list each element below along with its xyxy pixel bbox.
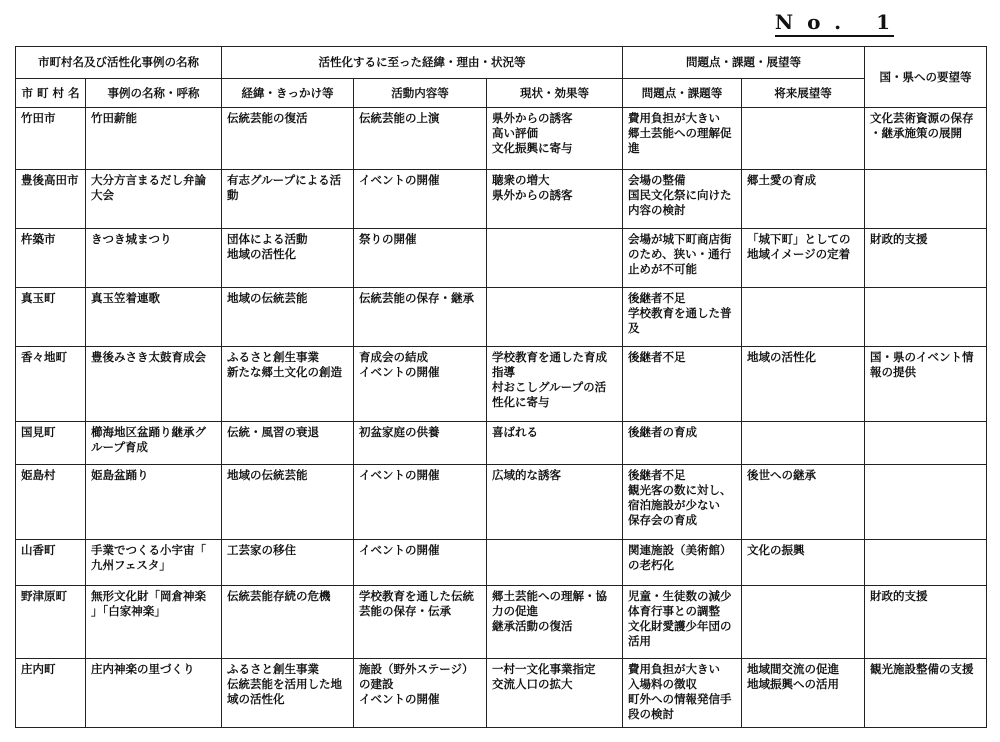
problems-text: 後継者の育成 bbox=[628, 424, 698, 439]
header-group-background: 活性化するに至った経緯・理由・状況等 bbox=[222, 47, 623, 79]
activities-cell bbox=[354, 288, 487, 347]
effects-text: 学校教育を通した育成 指導 村おこしグループの活 性化に寄与 bbox=[492, 350, 607, 410]
case-name-text: 真玉笠着連歌 bbox=[91, 291, 160, 306]
origin-text: 工芸家の移住 bbox=[227, 542, 296, 557]
case-name-text: 櫛海地区盆踊り継承グ ループ育成 bbox=[91, 424, 206, 454]
requests-text: 国・県のイベント情 報の提供 bbox=[870, 350, 974, 380]
problems-cell bbox=[623, 108, 742, 170]
effects-text: 喜ばれる bbox=[492, 424, 538, 439]
effects-cell bbox=[487, 586, 623, 658]
case-name-text: 大分方言まるだし弁論 大会 bbox=[91, 173, 206, 203]
origin-text: 地域の伝統芸能 bbox=[227, 291, 308, 306]
case-name-text: 庄内神楽の里づくり bbox=[91, 661, 195, 676]
requests-text: 財政的支援 bbox=[870, 589, 928, 604]
case-name-cell bbox=[86, 421, 222, 465]
case-name-cell bbox=[86, 229, 222, 288]
municipality-text: 豊後高田市 bbox=[21, 173, 79, 188]
requests-text: 文化芸術資源の保存 ・継承施策の展開 bbox=[870, 111, 974, 140]
outlook-text: 地域の活性化 bbox=[747, 350, 817, 365]
table-row bbox=[16, 465, 987, 539]
origin-cell bbox=[222, 347, 354, 421]
requests-cell bbox=[865, 229, 987, 288]
table-row bbox=[16, 421, 987, 465]
problems-text: 後継者不足 学校教育を通した普 及 bbox=[628, 291, 732, 336]
requests-text: 財政的支援 bbox=[870, 232, 928, 247]
case-name-cell bbox=[86, 108, 222, 170]
header-group-issues: 問題点・課題・展望等 bbox=[623, 47, 865, 79]
activities-text: イベントの開催 bbox=[359, 468, 440, 483]
table-row bbox=[16, 170, 987, 229]
activities-cell bbox=[354, 465, 487, 539]
origin-text: 伝統・風習の衰退 bbox=[227, 424, 319, 439]
origin-text: 伝統芸能の復活 bbox=[227, 111, 308, 125]
municipality-cell bbox=[16, 108, 86, 170]
table-row bbox=[16, 586, 987, 658]
header-row-groups bbox=[16, 47, 987, 79]
header-requests: 国・県への要望等 bbox=[865, 47, 987, 108]
activities-text: 育成会の結成 イベントの開催 bbox=[359, 350, 440, 380]
origin-text: 地域の伝統芸能 bbox=[227, 468, 308, 483]
activities-cell bbox=[354, 170, 487, 229]
activities-cell bbox=[354, 108, 487, 170]
header-col-effects: 現状・効果等 bbox=[487, 79, 623, 108]
case-name-text: 竹田薪能 bbox=[91, 111, 137, 125]
requests-cell bbox=[865, 539, 987, 586]
header-col-municipality: 市 町 村 名 bbox=[16, 79, 86, 108]
table-row bbox=[16, 288, 987, 347]
origin-cell bbox=[222, 229, 354, 288]
header-col-origin: 経緯・きっかけ等 bbox=[222, 79, 354, 108]
outlook-text: 「城下町」としての 地域イメージの定着 bbox=[747, 232, 851, 262]
problems-text: 会場が城下町商店街 のため、狭い・通行 止めが不可能 bbox=[628, 232, 732, 277]
requests-cell bbox=[865, 658, 987, 727]
activities-text: 学校教育を通した伝統 芸能の保存・伝承 bbox=[359, 589, 474, 619]
municipality-text: 香々地町 bbox=[21, 350, 67, 365]
origin-text: 伝統芸能存続の危機 bbox=[227, 589, 331, 604]
origin-text: ふるさと創生事業 伝統芸能を活用した地 域の活性化 bbox=[227, 661, 342, 706]
case-name-text: 手業でつくる小宇宙「 九州フェスタ」 bbox=[91, 542, 206, 572]
problems-cell bbox=[623, 347, 742, 421]
origin-cell bbox=[222, 658, 354, 727]
effects-cell bbox=[487, 347, 623, 421]
activities-text: 施設（野外ステージ） の建設 イベントの開催 bbox=[359, 661, 474, 706]
outlook-cell bbox=[742, 658, 865, 727]
problems-text: 会場の整備 国民文化祭に向けた 内容の検討 bbox=[628, 173, 732, 218]
activities-text: イベントの開催 bbox=[359, 173, 440, 188]
requests-cell bbox=[865, 288, 987, 347]
municipality-cell bbox=[16, 465, 86, 539]
requests-cell bbox=[865, 586, 987, 658]
header-col-outlook: 将来展望等 bbox=[742, 79, 865, 108]
case-name-text: きつき城まつり bbox=[91, 232, 172, 247]
activities-text: 祭りの開催 bbox=[359, 232, 417, 247]
effects-text: 聴衆の増大 県外からの誘客 bbox=[492, 173, 573, 203]
problems-cell bbox=[623, 170, 742, 229]
survey-table bbox=[15, 46, 987, 728]
outlook-text: 郷土愛の育成 bbox=[747, 173, 817, 188]
case-name-cell bbox=[86, 288, 222, 347]
outlook-cell bbox=[742, 586, 865, 658]
requests-cell bbox=[865, 108, 987, 170]
origin-cell bbox=[222, 108, 354, 170]
outlook-cell bbox=[742, 229, 865, 288]
outlook-cell bbox=[742, 108, 865, 170]
outlook-cell bbox=[742, 170, 865, 229]
activities-text: 伝統芸能の上演 bbox=[359, 111, 440, 125]
origin-text: 団体による活動 地域の活性化 bbox=[227, 232, 308, 262]
case-name-cell bbox=[86, 539, 222, 586]
effects-text: 一村一文化事業指定 交流人口の拡大 bbox=[492, 661, 596, 691]
municipality-cell bbox=[16, 586, 86, 658]
origin-cell bbox=[222, 288, 354, 347]
outlook-cell bbox=[742, 288, 865, 347]
municipality-cell bbox=[16, 658, 86, 727]
origin-cell bbox=[222, 539, 354, 586]
requests-cell bbox=[865, 170, 987, 229]
activities-cell bbox=[354, 658, 487, 727]
activities-text: 伝統芸能の保存・継承 bbox=[359, 291, 474, 306]
table-row bbox=[16, 229, 987, 288]
municipality-cell bbox=[16, 229, 86, 288]
effects-text: 郷土芸能への理解・協 力の促進 継承活動の復活 bbox=[492, 589, 607, 634]
table-row bbox=[16, 347, 987, 421]
table-row bbox=[16, 108, 987, 170]
requests-cell bbox=[865, 347, 987, 421]
effects-cell bbox=[487, 465, 623, 539]
table-row bbox=[16, 539, 987, 586]
effects-cell bbox=[487, 421, 623, 465]
municipality-text: 姫島村 bbox=[21, 468, 56, 483]
problems-cell bbox=[623, 586, 742, 658]
problems-text: 児童・生徒数の減少 体育行事との調整 文化財愛護少年団の 活用 bbox=[628, 589, 732, 649]
case-name-cell bbox=[86, 347, 222, 421]
problems-text: 費用負担が大きい 入場料の徴収 町外への情報発信手 段の検討 bbox=[628, 661, 732, 721]
table-body bbox=[16, 108, 987, 728]
origin-cell bbox=[222, 465, 354, 539]
outlook-cell bbox=[742, 539, 865, 586]
requests-text: 観光施設整備の支援 bbox=[870, 661, 974, 676]
effects-text: 県外からの誘客 高い評価 文化振興に寄与 bbox=[492, 111, 573, 155]
outlook-cell bbox=[742, 421, 865, 465]
activities-cell bbox=[354, 539, 487, 586]
origin-cell bbox=[222, 170, 354, 229]
outlook-text: 後世への継承 bbox=[747, 468, 817, 483]
case-name-text: 豊後みさき太鼓育成会 bbox=[91, 350, 206, 365]
outlook-text: 地域間交流の促進 地域振興への活用 bbox=[747, 661, 840, 691]
effects-cell bbox=[487, 108, 623, 170]
problems-cell bbox=[623, 658, 742, 727]
origin-text: 有志グループによる活 動 bbox=[227, 173, 342, 203]
municipality-cell bbox=[16, 288, 86, 347]
origin-cell bbox=[222, 421, 354, 465]
municipality-cell bbox=[16, 347, 86, 421]
case-name-cell bbox=[86, 465, 222, 539]
activities-text: 初盆家庭の供養 bbox=[359, 424, 440, 439]
header-group-municipality: 市町村名及び活性化事例の名称 bbox=[16, 47, 222, 79]
page-number: No. 1 bbox=[774, 10, 904, 34]
problems-cell bbox=[623, 539, 742, 586]
effects-cell bbox=[487, 170, 623, 229]
municipality-text: 杵築市 bbox=[21, 232, 56, 247]
case-name-text: 無形文化財「岡倉神楽 」「白家神楽」 bbox=[91, 589, 206, 619]
municipality-cell bbox=[16, 421, 86, 465]
case-name-cell bbox=[86, 658, 222, 727]
problems-text: 費用負担が大きい 郷土芸能への理解促 進 bbox=[628, 111, 732, 155]
problems-text: 関連施設（美術館） の老朽化 bbox=[628, 542, 732, 572]
municipality-text: 山香町 bbox=[21, 542, 56, 557]
municipality-text: 真玉町 bbox=[21, 291, 56, 306]
activities-cell bbox=[354, 586, 487, 658]
outlook-text: 文化の振興 bbox=[747, 542, 805, 557]
outlook-cell bbox=[742, 465, 865, 539]
origin-text: ふるさと創生事業 新たな郷土文化の創造 bbox=[227, 350, 342, 380]
municipality-text: 国見町 bbox=[21, 424, 56, 439]
municipality-cell bbox=[16, 170, 86, 229]
origin-cell bbox=[222, 586, 354, 658]
case-name-cell bbox=[86, 586, 222, 658]
activities-cell bbox=[354, 421, 487, 465]
effects-cell bbox=[487, 229, 623, 288]
municipality-text: 庄内町 bbox=[21, 661, 56, 676]
problems-cell bbox=[623, 229, 742, 288]
table-row bbox=[16, 658, 987, 727]
requests-cell bbox=[865, 421, 987, 465]
outlook-cell bbox=[742, 347, 865, 421]
header-col-activities: 活動内容等 bbox=[354, 79, 487, 108]
header-col-case-name: 事例の名称・呼称 bbox=[86, 79, 222, 108]
header-col-problems: 問題点・課題等 bbox=[623, 79, 742, 108]
municipality-cell bbox=[16, 539, 86, 586]
activities-text: イベントの開催 bbox=[359, 542, 440, 557]
problems-cell bbox=[623, 421, 742, 465]
effects-text: 広域的な誘客 bbox=[492, 468, 561, 483]
problems-text: 後継者不足 観光客の数に対し、 宿泊施設が少ない 保存会の育成 bbox=[628, 468, 732, 528]
effects-cell bbox=[487, 288, 623, 347]
activities-cell bbox=[354, 229, 487, 288]
header-row-columns bbox=[16, 79, 987, 108]
municipality-text: 野津原町 bbox=[21, 589, 67, 604]
problems-cell bbox=[623, 288, 742, 347]
case-name-cell bbox=[86, 170, 222, 229]
requests-cell bbox=[865, 465, 987, 539]
effects-cell bbox=[487, 539, 623, 586]
municipality-text: 竹田市 bbox=[21, 111, 56, 125]
effects-cell bbox=[487, 658, 623, 727]
problems-text: 後継者不足 bbox=[628, 350, 686, 365]
problems-cell bbox=[623, 465, 742, 539]
activities-cell bbox=[354, 347, 487, 421]
case-name-text: 姫島盆踊り bbox=[91, 468, 149, 483]
